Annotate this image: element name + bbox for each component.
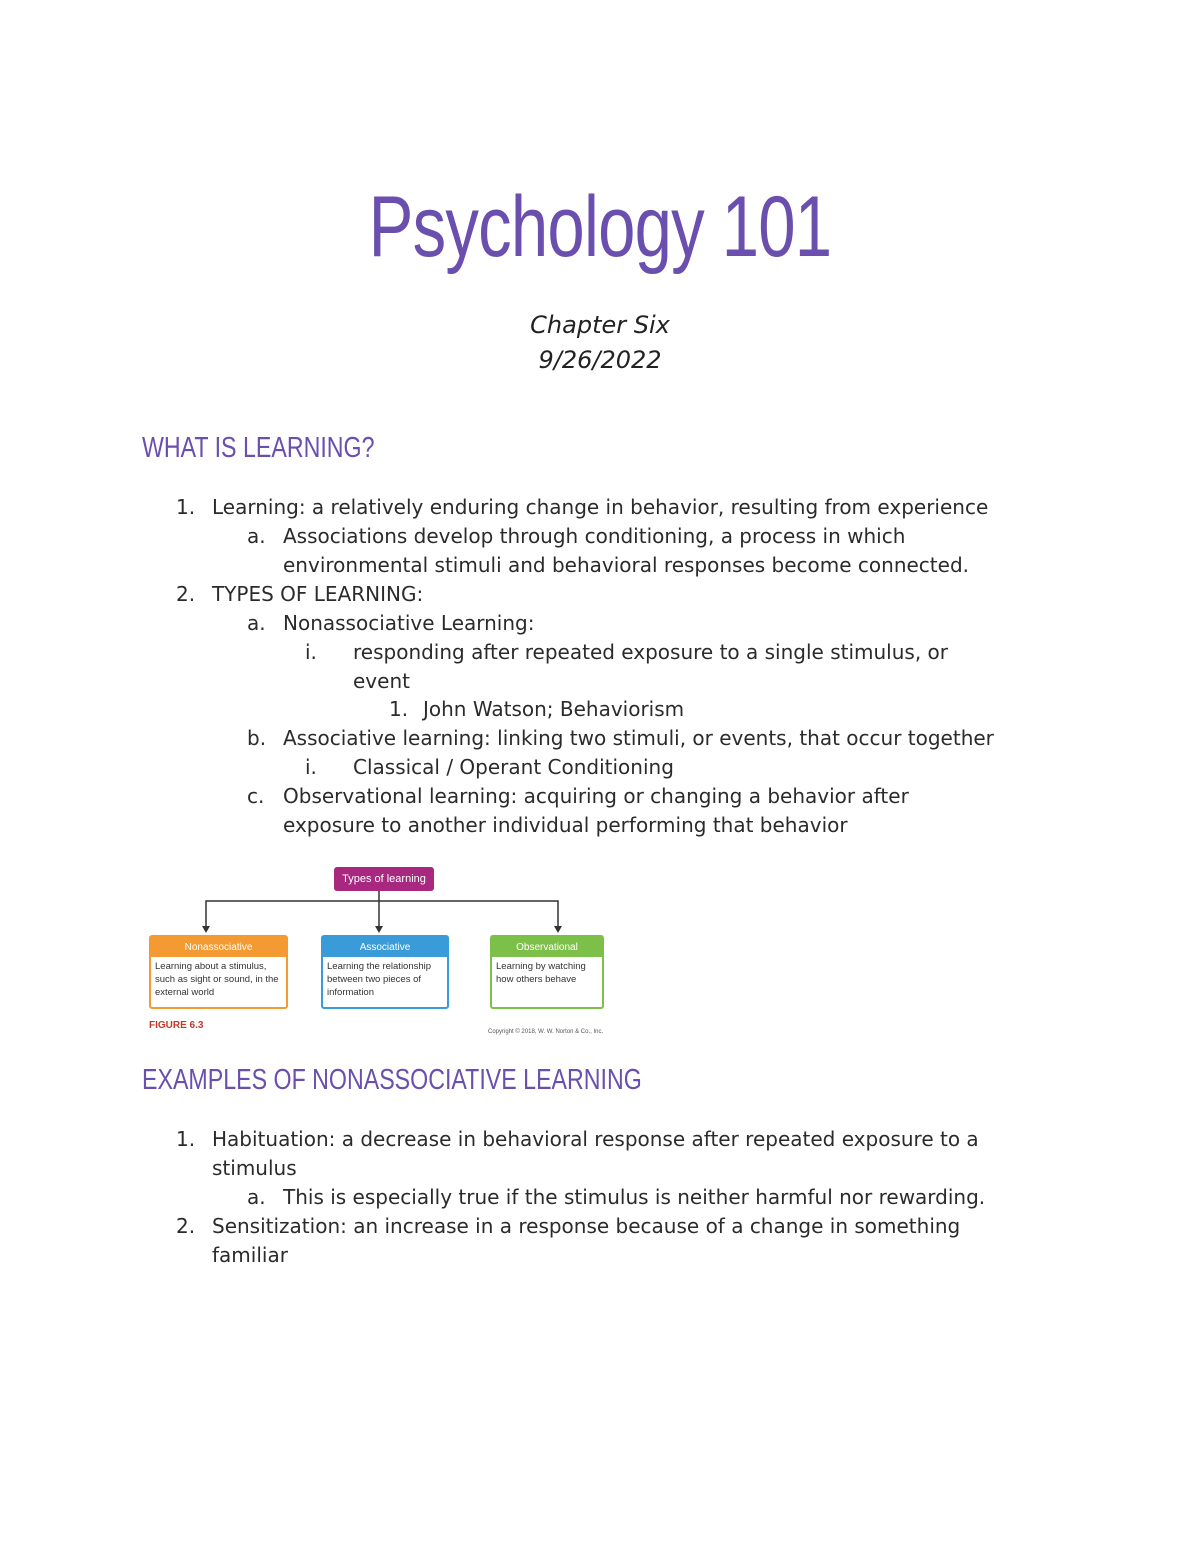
- list-item-continuation: event: [353, 669, 410, 693]
- list-item: Associations develop through conditioning, a process in which: [283, 524, 906, 548]
- list-item: Sensitization: an increase in a response because of a change in something: [212, 1214, 961, 1238]
- chapter-subtitle: Chapter Six: [530, 311, 670, 339]
- list-marker: i.: [305, 640, 317, 664]
- list-item: Classical / Operant Conditioning: [353, 755, 674, 779]
- figure-copyright: Copyright © 2018, W. W. Norton & Co., Inc.: [488, 1029, 604, 1035]
- list-marker: a.: [247, 611, 266, 635]
- list-marker: i.: [305, 755, 317, 779]
- list-marker: a.: [247, 524, 266, 548]
- figure-box-body: Learning by watching how others behave: [496, 961, 586, 985]
- list-marker: 2.: [176, 1214, 196, 1238]
- figure-top-box: Types of learning: [334, 867, 434, 891]
- figure-box-title: Nonassociative: [151, 937, 286, 957]
- list-marker: c.: [247, 784, 265, 808]
- list-item: Associative learning: linking two stimuli, or events, that occur together: [283, 726, 994, 750]
- list-item: Learning: a relatively enduring change in behavior, resulting from experience: [212, 495, 989, 519]
- list-item: Observational learning: acquiring or changing a behavior after: [283, 784, 909, 808]
- list-item: responding after repeated exposure to a single stimulus, or: [353, 640, 948, 664]
- list-marker: a.: [247, 1185, 266, 1209]
- date-subtitle: 9/26/2022: [538, 346, 662, 374]
- figure-label: FIGURE 6.3: [149, 1020, 204, 1031]
- list-marker: 1.: [176, 495, 196, 519]
- figure-box-observational: [490, 935, 604, 1009]
- list-item: This is especially true if the stimulus is neither harmful nor rewarding.: [283, 1185, 986, 1209]
- list-item: John Watson; Behaviorism: [423, 697, 685, 721]
- list-item-continuation: stimulus: [212, 1156, 297, 1180]
- list-marker: 1.: [176, 1127, 196, 1151]
- list-item-continuation: exposure to another individual performing that behavior: [283, 813, 848, 837]
- section-heading-what-is-learning: WHAT IS LEARNING?: [142, 432, 375, 464]
- section-heading-examples: EXAMPLES OF NONASSOCIATIVE LEARNING: [142, 1064, 642, 1096]
- types-of-learning-figure: [140, 860, 620, 1045]
- list-item: Habituation: a decrease in behavioral response after repeated exposure to a: [212, 1127, 979, 1151]
- list-marker: 2.: [176, 582, 196, 606]
- list-marker: 1.: [389, 697, 409, 721]
- list-item-continuation: familiar: [212, 1243, 288, 1267]
- figure-box-nonassociative: [149, 935, 288, 1009]
- figure-box-associative: [321, 935, 449, 1009]
- list-item-continuation: environmental stimuli and behavioral responses become connected.: [283, 553, 970, 577]
- figure-box-title: Associative: [323, 937, 447, 957]
- figure-box-title: Observational: [492, 937, 602, 957]
- figure-box-body: Learning the relationship between two pieces of information: [327, 961, 432, 998]
- list-marker: b.: [247, 726, 267, 750]
- list-item: Nonassociative Learning:: [283, 611, 535, 635]
- list-item: TYPES OF LEARNING:: [212, 582, 424, 606]
- figure-box-body: Learning about a stimulus, such as sight or sound, in the external world: [155, 961, 279, 998]
- page-title: Psychology 101: [368, 179, 832, 275]
